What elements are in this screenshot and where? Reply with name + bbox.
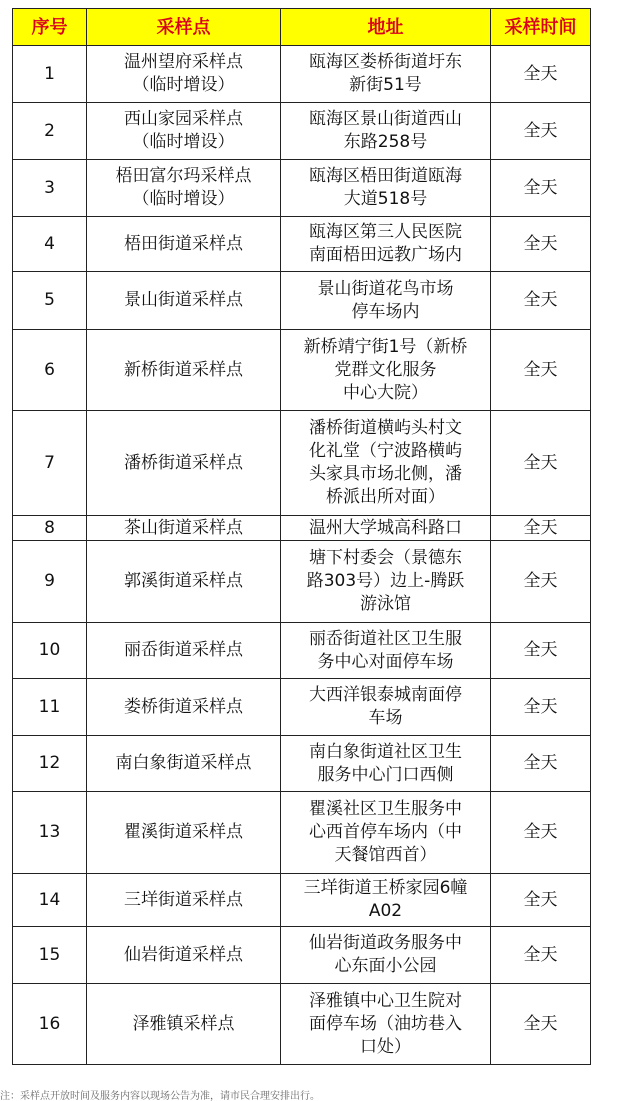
- row-address: 瓯海区娄桥街道圩东 新街51号: [281, 46, 491, 103]
- row-index: 11: [13, 679, 87, 736]
- header-time: 采样时间: [491, 9, 591, 46]
- table-row: [13, 736, 591, 792]
- footnote: 注：采样点开放时间及服务内容以现场公告为准，请市民合理安排出行。: [0, 1091, 320, 1101]
- row-index: 13: [13, 792, 87, 874]
- row-index: 16: [13, 984, 87, 1065]
- table-row: [13, 103, 591, 160]
- table-row: [13, 272, 591, 330]
- row-address: 泽雅镇中心卫生院对 面停车场（油坊巷入 口处）: [281, 984, 491, 1065]
- row-index: 9: [13, 541, 87, 623]
- header-index: 序号: [13, 9, 87, 46]
- row-site: 瞿溪街道采样点: [87, 792, 281, 874]
- table-row: [13, 679, 591, 736]
- row-time: 全天: [491, 792, 591, 874]
- row-address: 瞿溪社区卫生服务中 心西首停车场内（中 天餐馆西首）: [281, 792, 491, 874]
- row-time: 全天: [491, 330, 591, 411]
- row-time: 全天: [491, 679, 591, 736]
- row-index: 3: [13, 160, 87, 217]
- row-time: 全天: [491, 46, 591, 103]
- row-index: 5: [13, 272, 87, 330]
- row-time: 全天: [491, 160, 591, 217]
- row-site: 西山家园采样点 （临时增设）: [87, 103, 281, 160]
- row-index: 2: [13, 103, 87, 160]
- row-site: 泽雅镇采样点: [87, 984, 281, 1065]
- row-time: 全天: [491, 736, 591, 792]
- row-address: 景山街道花鸟市场 停车场内: [281, 272, 491, 330]
- row-site: 南白象街道采样点: [87, 736, 281, 792]
- row-index: 10: [13, 623, 87, 679]
- table-row: [13, 330, 591, 411]
- row-site: 梧田街道采样点: [87, 217, 281, 272]
- row-address: 瓯海区第三人民医院 南面梧田远教广场内: [281, 217, 491, 272]
- row-time: 全天: [491, 272, 591, 330]
- table-row: [13, 623, 591, 679]
- table-row: [13, 217, 591, 272]
- row-address: 丽岙街道社区卫生服 务中心对面停车场: [281, 623, 491, 679]
- row-site: 茶山街道采样点: [87, 516, 281, 541]
- row-time: 全天: [491, 217, 591, 272]
- row-site: 新桥街道采样点: [87, 330, 281, 411]
- row-site: 三垟街道采样点: [87, 874, 281, 927]
- table-row: [13, 516, 591, 541]
- row-site: 仙岩街道采样点: [87, 927, 281, 984]
- row-address: 三垟街道王桥家园6幢 A02: [281, 874, 491, 927]
- row-site: 潘桥街道采样点: [87, 411, 281, 516]
- row-site: 温州望府采样点 （临时增设）: [87, 46, 281, 103]
- row-site: 郭溪街道采样点: [87, 541, 281, 623]
- row-site: 丽岙街道采样点: [87, 623, 281, 679]
- table-header-row: [13, 9, 591, 46]
- header-address: 地址: [281, 9, 491, 46]
- row-time: 全天: [491, 516, 591, 541]
- table-row: [13, 541, 591, 623]
- row-site: 梧田富尔玛采样点 （临时增设）: [87, 160, 281, 217]
- row-index: 6: [13, 330, 87, 411]
- row-time: 全天: [491, 623, 591, 679]
- row-time: 全天: [491, 541, 591, 623]
- row-address: 新桥靖宁街1号（新桥 党群文化服务 中心大院）: [281, 330, 491, 411]
- table-row: [13, 792, 591, 874]
- row-index: 15: [13, 927, 87, 984]
- row-address: 仙岩街道政务服务中 心东面小公园: [281, 927, 491, 984]
- row-address: 瓯海区梧田街道瓯海 大道518号: [281, 160, 491, 217]
- row-time: 全天: [491, 984, 591, 1065]
- row-site: 景山街道采样点: [87, 272, 281, 330]
- row-address: 塘下村委会（景德东 路303号）边上-腾跃 游泳馆: [281, 541, 491, 623]
- row-time: 全天: [491, 927, 591, 984]
- row-index: 4: [13, 217, 87, 272]
- row-address: 大西洋银泰城南面停 车场: [281, 679, 491, 736]
- row-index: 1: [13, 46, 87, 103]
- header-site: 采样点: [87, 9, 281, 46]
- row-address: 潘桥街道横屿头村文 化礼堂（宁波路横屿 头家具市场北侧，潘 桥派出所对面）: [281, 411, 491, 516]
- table-row: [13, 984, 591, 1065]
- row-address: 南白象街道社区卫生 服务中心门口西侧: [281, 736, 491, 792]
- table-row: [13, 927, 591, 984]
- row-address: 温州大学城高科路口: [281, 516, 491, 541]
- row-index: 14: [13, 874, 87, 927]
- table-row: [13, 160, 591, 217]
- row-index: 8: [13, 516, 87, 541]
- row-index: 12: [13, 736, 87, 792]
- row-address: 瓯海区景山街道西山 东路258号: [281, 103, 491, 160]
- table-row: [13, 874, 591, 927]
- row-time: 全天: [491, 874, 591, 927]
- table-row: [13, 411, 591, 516]
- row-index: 7: [13, 411, 87, 516]
- row-time: 全天: [491, 411, 591, 516]
- row-site: 娄桥街道采样点: [87, 679, 281, 736]
- table-row: [13, 46, 591, 103]
- row-time: 全天: [491, 103, 591, 160]
- sampling-sites-table: [12, 8, 591, 1065]
